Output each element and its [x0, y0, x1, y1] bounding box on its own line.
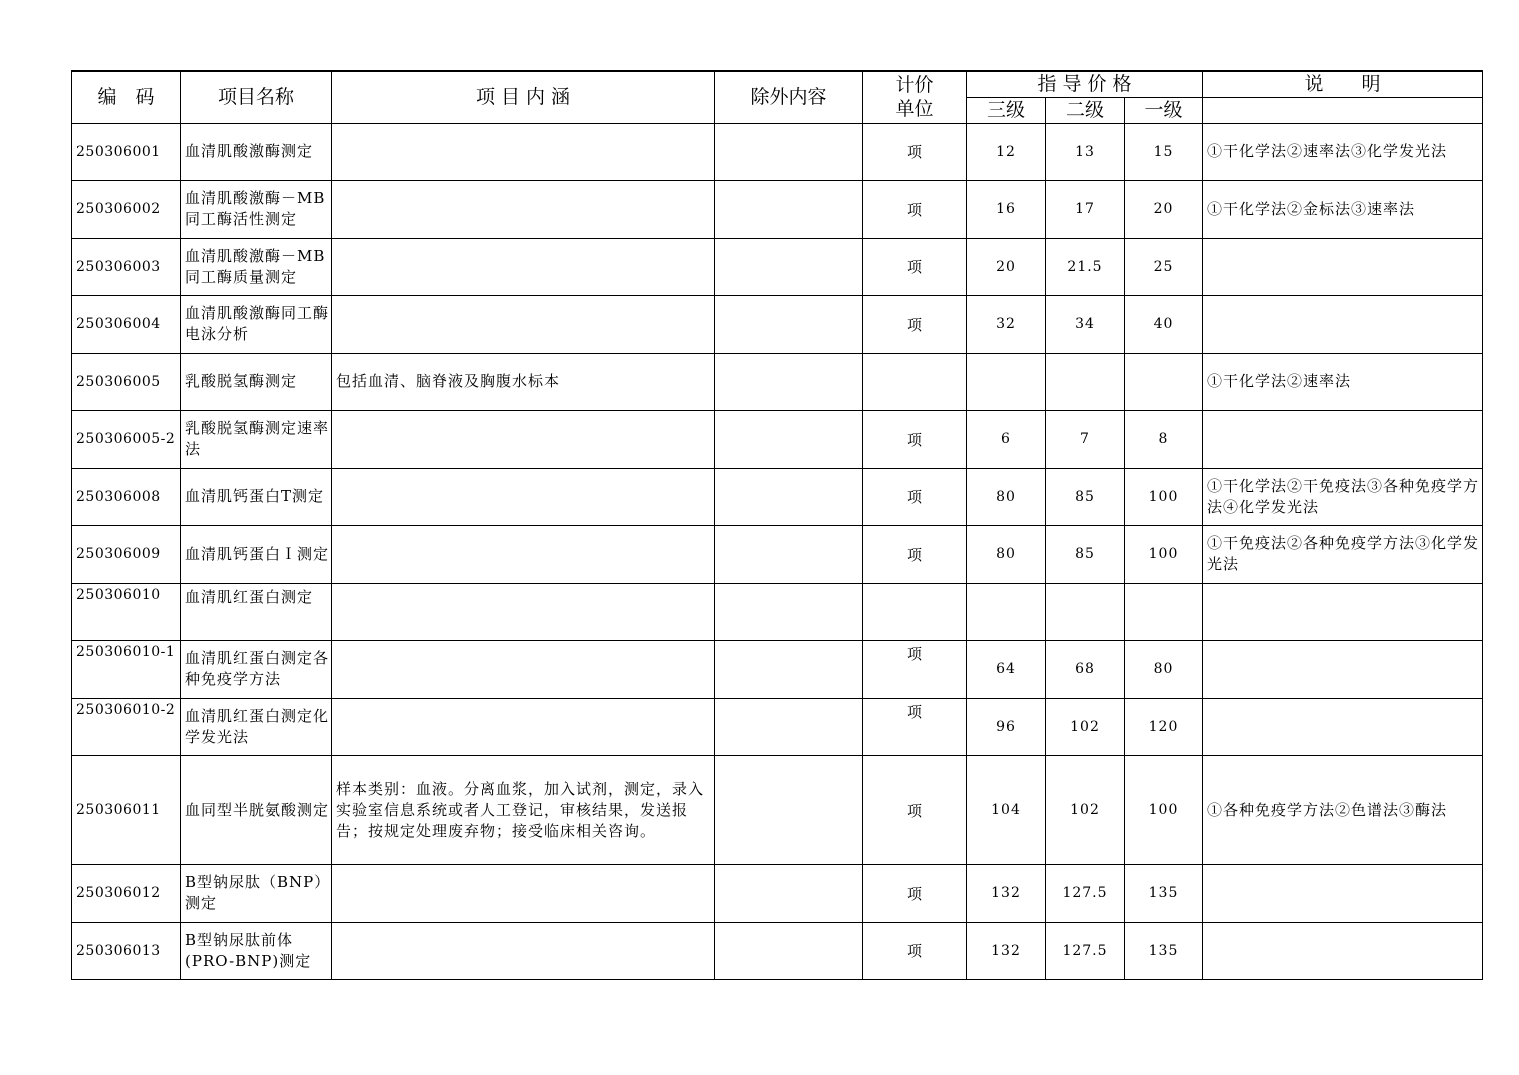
row-name: 血清肌红蛋白测定化学发光法	[181, 698, 332, 756]
row-price-level2	[1046, 583, 1125, 641]
table-row	[72, 641, 1483, 699]
row-content: 样本类别：血液。分离血浆，加入试剂，测定，录入实验室信息系统或者人工登记，审核结果，发送报告；按规定处理废弃物；接受临床相关咨询。	[332, 756, 715, 865]
row-name: 血清肌钙蛋白Ｉ测定	[181, 526, 332, 584]
header-level3: 三级	[967, 97, 1046, 123]
row-unit	[863, 353, 967, 411]
row-price-level1: 100	[1125, 468, 1203, 526]
table-row	[72, 353, 1483, 411]
table-row	[72, 296, 1483, 354]
row-exclude	[715, 181, 863, 239]
row-name: 血清肌酸激酶测定	[181, 123, 332, 181]
row-unit: 项	[863, 698, 967, 756]
row-code: 250306003	[72, 238, 181, 296]
row-unit: 项	[863, 922, 967, 980]
row-price-level3: 104	[967, 756, 1046, 865]
row-unit: 项	[863, 865, 967, 923]
row-note	[1203, 922, 1483, 980]
row-unit: 项	[863, 296, 967, 354]
row-exclude	[715, 411, 863, 469]
table-row	[72, 756, 1483, 865]
row-note	[1203, 238, 1483, 296]
header-guide-price: 指 导 价 格	[967, 71, 1203, 97]
row-exclude	[715, 698, 863, 756]
row-price-level2	[1046, 353, 1125, 411]
row-exclude	[715, 641, 863, 699]
header-note: 说 明	[1203, 71, 1483, 97]
row-price-level3: 80	[967, 468, 1046, 526]
row-unit: 项	[863, 641, 967, 699]
header-note-sub	[1203, 97, 1483, 123]
row-code: 250306013	[72, 922, 181, 980]
row-name: 血清肌酸激酶－MB同工酶活性测定	[181, 181, 332, 239]
row-note	[1203, 411, 1483, 469]
row-name: B型钠尿肽（BNP）测定	[181, 865, 332, 923]
row-name: 血清肌酸激酶－MB同工酶质量测定	[181, 238, 332, 296]
row-unit: 项	[863, 123, 967, 181]
header-level2: 二级	[1046, 97, 1125, 123]
row-price-level1: 25	[1125, 238, 1203, 296]
row-note: ①干化学法②速率法	[1203, 353, 1483, 411]
row-price-level3: 64	[967, 641, 1046, 699]
row-unit: 项	[863, 238, 967, 296]
row-price-level2: 34	[1046, 296, 1125, 354]
row-unit: 项	[863, 756, 967, 865]
row-exclude	[715, 526, 863, 584]
row-price-level1: 80	[1125, 641, 1203, 699]
header-name: 项目名称	[181, 71, 332, 123]
row-content	[332, 296, 715, 354]
row-code: 250306004	[72, 296, 181, 354]
table-row	[72, 526, 1483, 584]
row-note	[1203, 296, 1483, 354]
row-price-level2: 85	[1046, 526, 1125, 584]
row-name: B型钠尿肽前体(PRO-BNP)测定	[181, 922, 332, 980]
row-price-level3: 96	[967, 698, 1046, 756]
price-table	[71, 70, 1483, 980]
table-row	[72, 238, 1483, 296]
row-note: ①干免疫法②各种免疫学方法③化学发光法	[1203, 526, 1483, 584]
row-name: 血清肌钙蛋白T测定	[181, 468, 332, 526]
row-exclude	[715, 296, 863, 354]
row-code: 250306001	[72, 123, 181, 181]
row-unit: 项	[863, 411, 967, 469]
row-price-level3: 132	[967, 865, 1046, 923]
row-note	[1203, 698, 1483, 756]
row-unit: 项	[863, 468, 967, 526]
row-note	[1203, 865, 1483, 923]
row-content	[332, 123, 715, 181]
table-row	[72, 865, 1483, 923]
table-row	[72, 123, 1483, 181]
row-content	[332, 583, 715, 641]
row-exclude	[715, 865, 863, 923]
row-price-level3: 12	[967, 123, 1046, 181]
header-code: 编 码	[72, 71, 181, 123]
row-price-level2: 17	[1046, 181, 1125, 239]
row-price-level1	[1125, 353, 1203, 411]
row-price-level1: 15	[1125, 123, 1203, 181]
row-code: 250306005	[72, 353, 181, 411]
table-row	[72, 583, 1483, 641]
table-row	[72, 181, 1483, 239]
row-price-level2: 127.5	[1046, 922, 1125, 980]
row-exclude	[715, 468, 863, 526]
row-code: 250306011	[72, 756, 181, 865]
row-code: 250306009	[72, 526, 181, 584]
header-exclude: 除外内容	[715, 71, 863, 123]
row-unit	[863, 583, 967, 641]
row-exclude	[715, 353, 863, 411]
row-price-level1: 20	[1125, 181, 1203, 239]
row-content	[332, 181, 715, 239]
row-price-level1: 135	[1125, 922, 1203, 980]
row-code: 250306002	[72, 181, 181, 239]
row-content	[332, 698, 715, 756]
row-exclude	[715, 922, 863, 980]
row-code: 250306008	[72, 468, 181, 526]
row-name: 血清肌酸激酶同工酶电泳分析	[181, 296, 332, 354]
row-unit: 项	[863, 526, 967, 584]
row-note: ①干化学法②速率法③化学发光法	[1203, 123, 1483, 181]
row-code: 250306010	[72, 583, 181, 641]
row-exclude	[715, 238, 863, 296]
row-note: ①各种免疫学方法②色谱法③酶法	[1203, 756, 1483, 865]
row-content	[332, 238, 715, 296]
row-price-level2: 127.5	[1046, 865, 1125, 923]
row-code: 250306010-2	[72, 698, 181, 756]
row-name: 血同型半胱氨酸测定	[181, 756, 332, 865]
row-code: 250306010-1	[72, 641, 181, 699]
row-note: ①干化学法②金标法③速率法	[1203, 181, 1483, 239]
row-price-level3: 80	[967, 526, 1046, 584]
row-price-level2: 21.5	[1046, 238, 1125, 296]
table-row	[72, 468, 1483, 526]
row-exclude	[715, 583, 863, 641]
header-level1: 一级	[1125, 97, 1203, 123]
row-price-level2: 13	[1046, 123, 1125, 181]
table-row	[72, 922, 1483, 980]
row-note	[1203, 641, 1483, 699]
row-content	[332, 641, 715, 699]
row-content	[332, 865, 715, 923]
row-code: 250306012	[72, 865, 181, 923]
row-name: 血清肌红蛋白测定	[181, 583, 332, 641]
row-price-level2: 85	[1046, 468, 1125, 526]
row-content	[332, 526, 715, 584]
row-content	[332, 922, 715, 980]
row-price-level3: 32	[967, 296, 1046, 354]
row-exclude	[715, 756, 863, 865]
row-price-level3: 20	[967, 238, 1046, 296]
row-name: 乳酸脱氢酶测定	[181, 353, 332, 411]
row-content	[332, 468, 715, 526]
row-price-level1: 120	[1125, 698, 1203, 756]
header-unit	[863, 71, 967, 123]
row-price-level3	[967, 353, 1046, 411]
row-price-level2: 102	[1046, 756, 1125, 865]
row-content	[332, 411, 715, 469]
row-price-level1	[1125, 583, 1203, 641]
row-code: 250306005-2	[72, 411, 181, 469]
row-price-level1: 100	[1125, 756, 1203, 865]
row-content: 包括血清、脑脊液及胸腹水标本	[332, 353, 715, 411]
row-price-level2: 68	[1046, 641, 1125, 699]
row-price-level2: 7	[1046, 411, 1125, 469]
row-price-level1: 8	[1125, 411, 1203, 469]
row-unit: 项	[863, 181, 967, 239]
row-note: ①干化学法②干免疫法③各种免疫学方法④化学发光法	[1203, 468, 1483, 526]
table-row	[72, 698, 1483, 756]
header-unit-text: 计价单位	[895, 74, 934, 121]
row-name: 血清肌红蛋白测定各种免疫学方法	[181, 641, 332, 699]
row-price-level3	[967, 583, 1046, 641]
row-price-level3: 132	[967, 922, 1046, 980]
row-price-level1: 135	[1125, 865, 1203, 923]
row-name: 乳酸脱氢酶测定速率法	[181, 411, 332, 469]
row-price-level3: 6	[967, 411, 1046, 469]
row-price-level1: 100	[1125, 526, 1203, 584]
row-price-level1: 40	[1125, 296, 1203, 354]
row-price-level3: 16	[967, 181, 1046, 239]
header-content: 项 目 内 涵	[332, 71, 715, 123]
row-note	[1203, 583, 1483, 641]
table-row	[72, 411, 1483, 469]
row-exclude	[715, 123, 863, 181]
row-price-level2: 102	[1046, 698, 1125, 756]
